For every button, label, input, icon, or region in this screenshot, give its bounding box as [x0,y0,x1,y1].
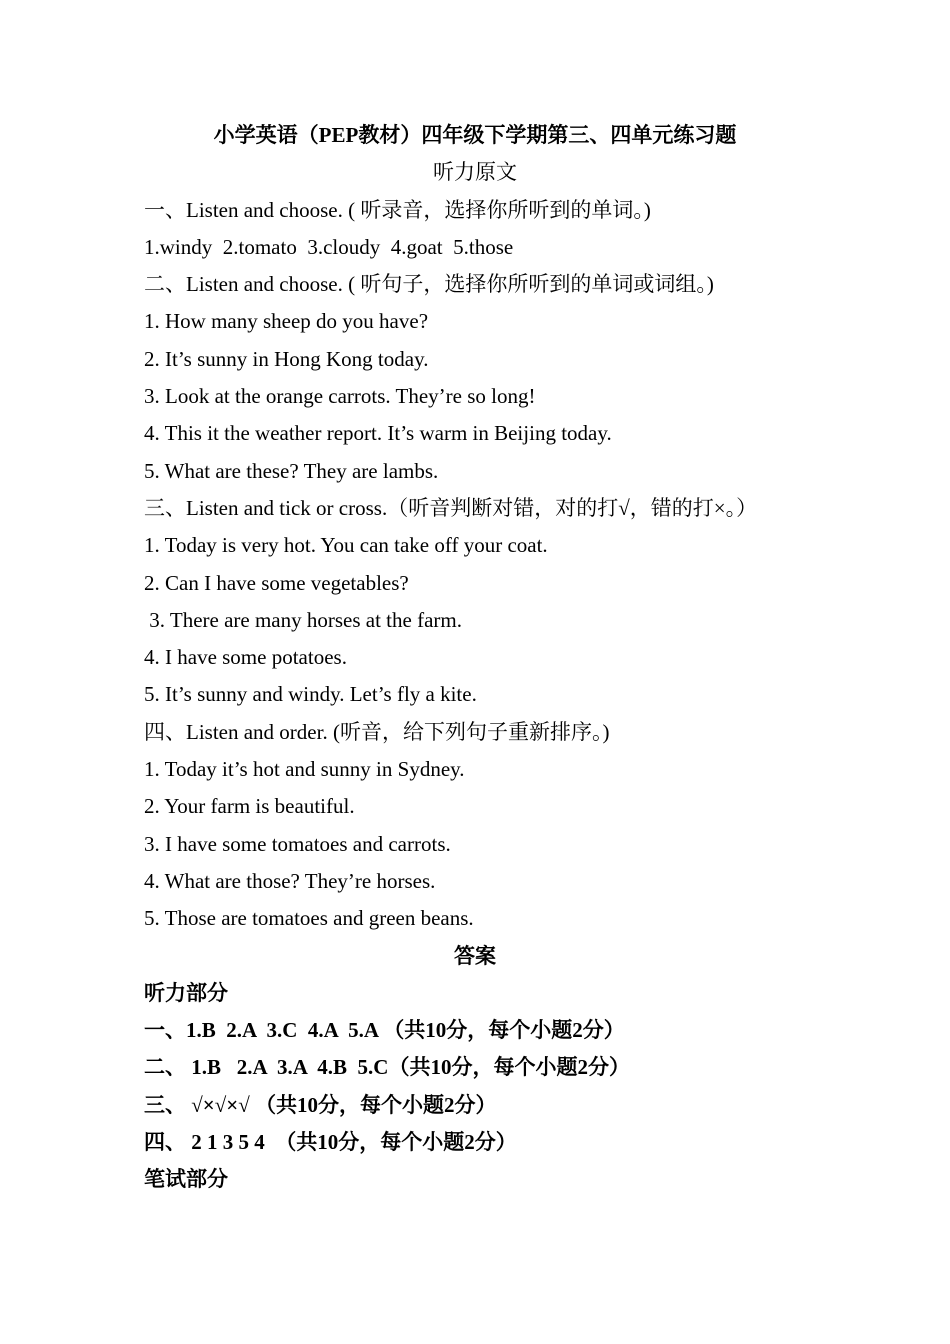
section-2-heading: 二、Listen and choose. ( 听句子，选择你所听到的单词或词组。) [144,272,714,297]
section-3-item: 3. There are many horses at the farm. [144,607,462,632]
section-2-item: 1. How many sheep do you have? [144,309,429,334]
answer-line: 二、 1.B 2.A 3.A 4.B 5.C（共10分，每个小题2分） [144,1055,630,1080]
answer-key [0,938,950,1199]
section-4-item: 3. I have some tomatoes and carrots. [144,831,451,856]
document-page [0,117,950,1199]
answer-line: 一、1.B 2.A 3.C 4.A 5.A （共10分，每个小题2分） [144,1018,625,1043]
section-3-heading: 三、Listen and tick or cross.（听音判断对错，对的打√，错的打×。） [144,495,758,520]
answer-title: 答案 [454,943,496,968]
section-1-heading: 一、Listen and choose. ( 听录音，选择你所听到的单词。) [144,197,651,222]
answer-line: 四、 2 1 3 5 4 （共10分，每个小题2分） [144,1130,517,1155]
section-2-item: 3. Look at the orange carrots. They’re so long! [144,384,536,409]
section-2-item: 5. What are these? They are lambs. [144,458,439,483]
document-subtitle: 听力原文 [433,160,517,185]
listening-part-heading: 听力部分 [144,980,228,1005]
section-4-item: 5. Those are tomatoes and green beans. [144,906,474,931]
document-title: 小学英语（PEP教材）四年级下学期第三、四单元练习题 [213,123,737,147]
section-1-item: 1.windy 2.tomato 3.cloudy 4.goat 5.those [144,234,514,259]
section-4-item: 1. Today it’s hot and sunny in Sydney. [144,757,465,782]
section-3-item: 5. It’s sunny and windy. Let’s fly a kite. [144,682,477,707]
section-4-heading: 四、Listen and order. (听音，给下列句子重新排序。) [144,719,610,744]
section-1 [0,192,950,267]
section-2-item: 2. It’s sunny in Hong Kong today. [144,346,429,371]
written-part-heading: 笔试部分 [144,1167,228,1192]
section-2 [0,266,950,490]
section-4-item: 2. Your farm is beautiful. [144,794,355,819]
section-3-item: 1. Today is very hot. You can take off your coat. [144,533,548,558]
section-3 [0,490,950,714]
section-4-item: 4. What are those? They’re horses. [144,868,436,893]
section-2-item: 4. This it the weather report. It’s warm in Beijing today. [144,421,612,446]
section-3-item: 2. Can I have some vegetables? [144,570,409,595]
answer-line: 三、 √×√×√ （共10分，每个小题2分） [144,1092,497,1117]
section-4 [0,714,950,938]
section-3-item: 4. I have some potatoes. [144,645,347,670]
